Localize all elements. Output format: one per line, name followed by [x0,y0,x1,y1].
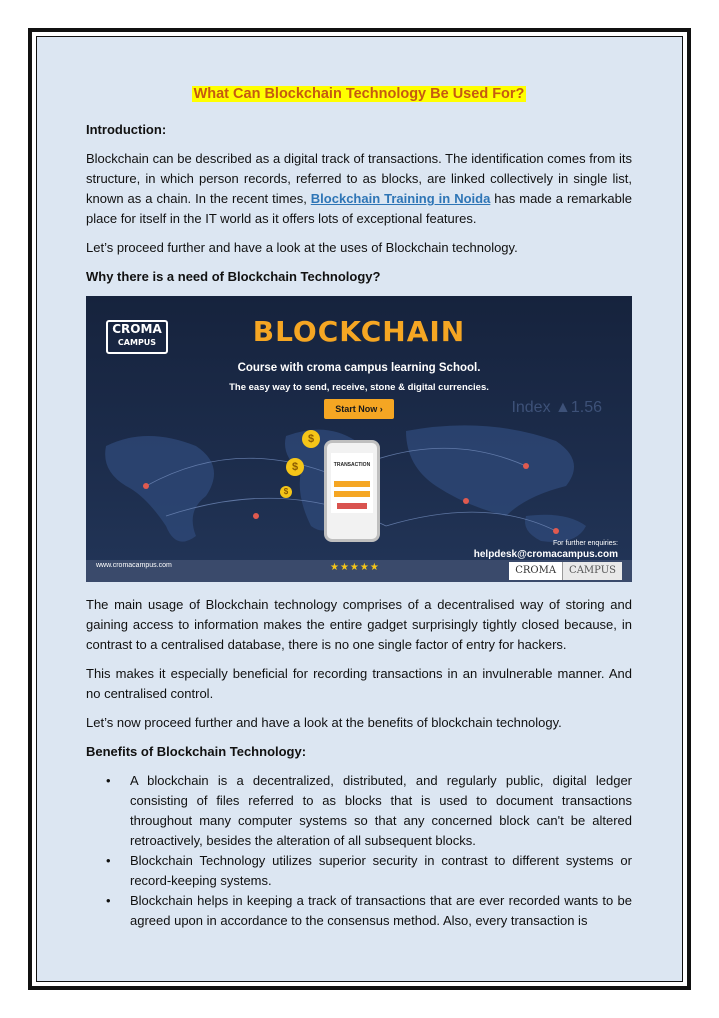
document-title: What Can Blockchain Technology Be Used For? [193,86,525,102]
document-title-wrapper [86,84,632,106]
document-content [86,84,632,931]
enquiry-label: For further enquiries: [553,540,618,547]
dollar-coin-icon: $ [302,430,320,448]
intro-paragraph [86,149,632,229]
logo-line-2: CAMPUS [117,338,157,347]
phone-transaction-label: TRANSACTION [333,462,371,468]
need-heading: Why there is a need of Blockchain Technology? [86,269,381,284]
intro-text-before: Blockchain can be described as a digital track of transactions. The identification comes from its structure, in which person records, referred to as blocks, are linked collectively in single list, known as a chain. In the recent times, [86,151,632,206]
bullet-icon: • [106,773,111,788]
blockchain-banner-image [86,296,632,582]
map-pin [253,513,259,519]
intro-proceed-paragraph: Let’s proceed further and have a look at the uses of Blockchain technology. [86,240,518,255]
dollar-coin-icon: $ [286,458,304,476]
intro-text-after: has made a remarkable place for itself in the IT world as it offers lots of exceptional features. [86,191,632,226]
croma-campus-brand [509,562,622,580]
banner-subtitle: Course with croma campus learning School. [237,362,481,374]
benefits-list [86,771,632,931]
banner-headline: BLOCKCHAIN [252,315,466,348]
bullet-icon: • [106,893,111,908]
benefits-heading: Benefits of Blockchain Technology: [86,744,307,759]
rating-stars-icon: ★★★★★ [330,562,380,573]
map-pin [143,483,149,489]
phone-screen [331,453,373,513]
list-item-text: A blockchain is a decentralized, distributed, and regularly public, digital ledger consisting of files referred to as blocks that is used to document transactions throughout many computer systems so that any concerned block can't be altered retroactively, besides the alteration of all subsequent blocks. [130,773,632,848]
map-continent-americas [105,436,214,542]
phone-field [334,491,370,497]
list-item-text: Blockchain Technology utilizes superior security in contrast to different systems or record-keeping systems. [130,853,632,888]
start-now-button: Start Now › [324,399,394,419]
map-pin [523,463,529,469]
index-watermark: Index ▲1.56 [511,399,602,416]
intro-heading: Introduction: [86,122,167,137]
list-item-text: Blockchain helps in keeping a track of transactions that are ever recorded wants to be agreed upon in accordance to the consensus method. Also, every transaction is [130,893,632,928]
smartphone-graphic [324,440,380,542]
dollar-coin-icon: $ [280,486,292,498]
list-item [106,891,632,931]
brand-word-1: CROMA [509,562,562,580]
enquiry-email: helpdesk@cromacampus.com [473,549,618,560]
logo-line-1: CROMA [112,322,162,336]
map-pin [463,498,469,504]
list-item [106,771,632,851]
beneficial-paragraph: This makes it especially beneficial for recording transactions in an invulnerable manner. And no centralised control. [86,666,632,701]
bullet-icon: • [106,853,111,868]
map-continent-asia [406,425,574,516]
training-link[interactable]: Blockchain Training in Noida [310,191,491,206]
brand-word-2: CAMPUS [562,562,622,580]
phone-field [334,481,370,487]
list-item [106,851,632,891]
phone-button [337,503,367,509]
banner-tagline: The easy way to send, receive, stone & digital currencies. [229,382,489,393]
proceed-paragraph: Let’s now proceed further and have a look at the benefits of blockchain technology. [86,715,562,730]
banner-website: www.cromacampus.com [96,562,172,569]
usage-paragraph: The main usage of Blockchain technology comprises of a decentralised way of storing and gaining access to information makes the entire gadget surprisingly tightly closed because, in contrast to a centralised database, there is no one single factor of entry for hackers. [86,597,632,652]
